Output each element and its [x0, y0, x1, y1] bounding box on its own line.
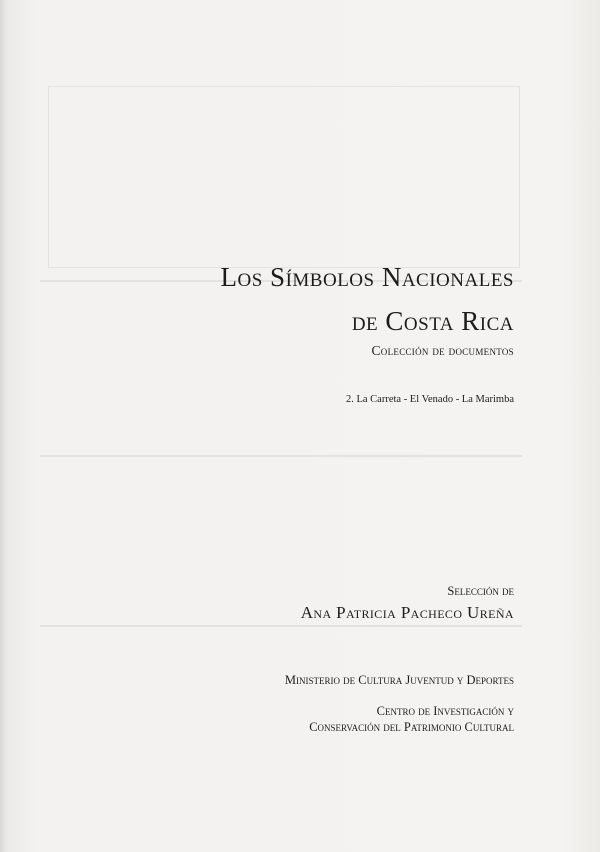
selection-label: Selección de [447, 584, 514, 598]
volume-line: 2. La Carreta - El Venado - La Marimba [345, 394, 514, 405]
page-edge-shadow [0, 0, 6, 852]
title-line-1: Los Símbolos Nacionales [220, 262, 514, 292]
center-name-line-2: Conservación del Patrimonio Cultural [309, 720, 514, 734]
author-name: Ana Patricia Pacheco Ureña [300, 603, 514, 622]
bleed-through-rule [40, 625, 522, 627]
subtitle: Colección de documentos [371, 343, 514, 358]
title-line-2: de Costa Rica [351, 306, 514, 336]
bleed-through-box [48, 86, 520, 268]
center-name-line-1: Centro de Investigación y [376, 704, 514, 718]
ministry-name: Ministerio de Cultura Juventud y Deportes [284, 673, 514, 687]
bleed-through-rule [40, 455, 522, 457]
